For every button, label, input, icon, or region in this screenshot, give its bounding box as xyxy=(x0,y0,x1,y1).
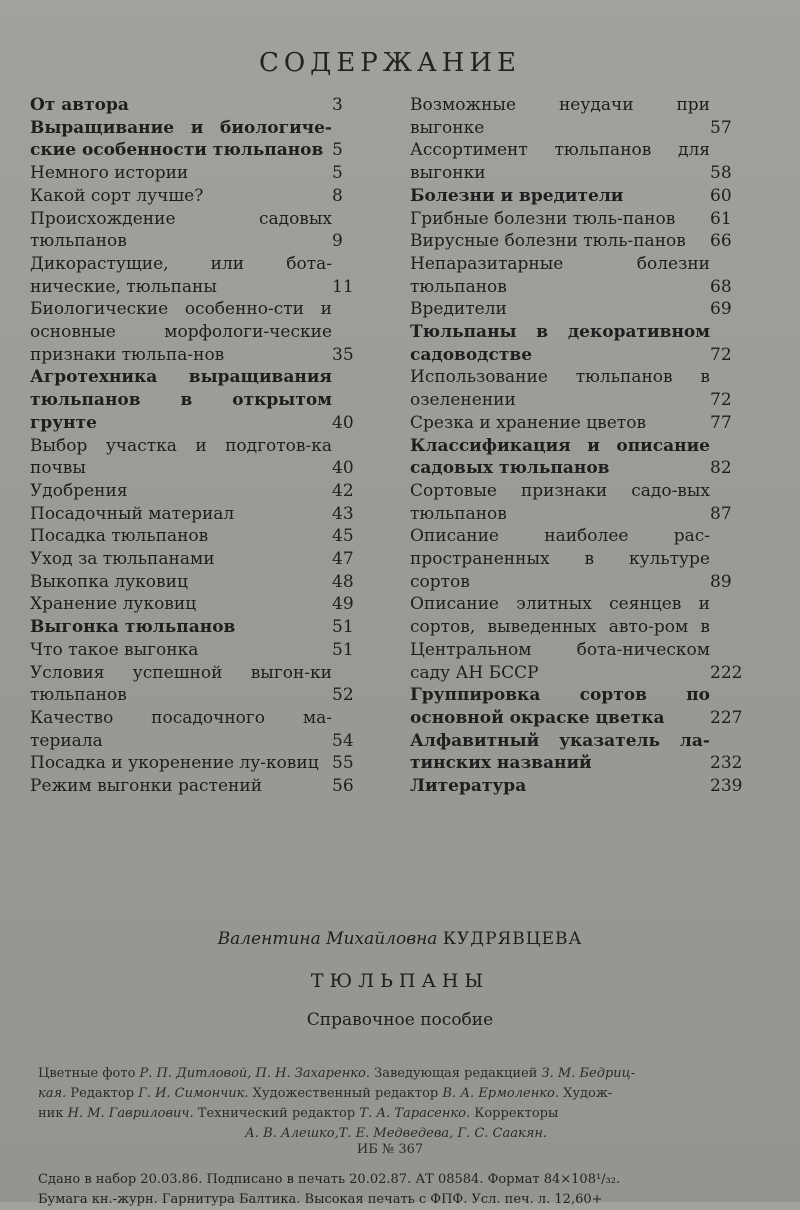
toc-entry xyxy=(410,775,750,798)
toc-entry-title: Тюльпаны в декоративном садоводстве xyxy=(410,322,710,365)
credits-line: А. В. Алешко,Т. Е. Медведева, Г. С. Саакян. xyxy=(244,1126,548,1141)
toc-entry-page: 11 xyxy=(332,276,354,297)
toc-entry-title: Какой сорт лучше? xyxy=(30,185,204,206)
author-name xyxy=(0,929,800,949)
toc-entry xyxy=(410,230,750,253)
toc-entry-page: 82 xyxy=(710,458,732,479)
toc-entry xyxy=(30,639,372,662)
toc-entry-title: Болезни и вредители xyxy=(410,185,624,206)
toc-entry-title: Агротехника выращивания тюльпанов в открытом грунте xyxy=(30,367,332,433)
ib-number: ИБ № 367 xyxy=(356,1142,424,1157)
toc-entry xyxy=(410,412,750,435)
toc-entry-title: Вредители xyxy=(410,299,507,320)
toc-entry xyxy=(410,298,750,321)
toc-entry-title: Посадка тюльпанов xyxy=(30,526,209,547)
toc-entry-title: Биологические особенно-сти и основные морфологи-ческие признаки тюльпа-нов xyxy=(30,299,332,365)
toc-entry xyxy=(410,435,750,480)
toc-entry-page: 51 xyxy=(332,639,354,660)
toc-entry xyxy=(30,616,372,639)
imprint xyxy=(38,1170,778,1210)
toc-entry-title: Срезка и хранение цветов xyxy=(410,412,647,433)
toc-entry-title: Хранение луковиц xyxy=(30,594,197,615)
toc-entry-title: Литература xyxy=(410,776,527,797)
toc-entry-title: Выбор участка и подготов-ка почвы xyxy=(30,435,332,479)
page-title: СОДЕРЖАНИЕ xyxy=(258,48,522,78)
toc-entry xyxy=(30,548,372,571)
toc-entry xyxy=(30,366,372,434)
toc-entry-title: Удобрения xyxy=(30,480,128,501)
toc-entry-page: 87 xyxy=(710,503,732,524)
toc-entry-page: 51 xyxy=(332,617,354,638)
toc-entry xyxy=(410,185,750,208)
toc-entry-title: Что такое выгонка xyxy=(30,639,199,660)
toc-entry-title: Режим выгонки растений xyxy=(30,776,263,797)
toc-entry-page: 72 xyxy=(710,390,732,411)
toc-entry xyxy=(410,525,750,593)
toc-entry-page: 72 xyxy=(710,344,732,365)
toc-entry xyxy=(30,185,372,208)
toc-entry-page: 68 xyxy=(710,276,732,297)
toc-entry-title: Условия успешной выгон-ки тюльпанов xyxy=(30,662,332,706)
toc-entry xyxy=(410,94,750,139)
toc-entry-title: Возможные неудачи при выгонке xyxy=(410,95,710,138)
toc-entry xyxy=(30,775,372,798)
toc-entry-title: Непаразитарные болезни тюльпанов xyxy=(410,253,710,297)
toc-entry-page: 227 xyxy=(710,707,743,728)
toc-entry-title: Выкопка луковиц xyxy=(30,571,188,592)
toc-entry-page: 222 xyxy=(710,662,743,683)
toc-entry-title: Ассортимент тюльпанов для выгонки xyxy=(410,140,710,184)
toc-entry xyxy=(30,208,372,253)
toc-entry-title: Сортовые признаки садо-вых тюльпанов xyxy=(410,480,710,524)
book-title: ТЮЛЬПАНЫ xyxy=(310,970,490,992)
toc-entry xyxy=(30,253,372,298)
toc-entry xyxy=(30,571,372,594)
toc-entry xyxy=(30,593,372,616)
toc-entry xyxy=(30,298,372,366)
toc-entry-page: 69 xyxy=(710,299,732,320)
toc-entry-page: 42 xyxy=(332,480,354,501)
toc-entry-page: 5 xyxy=(332,163,343,184)
toc-entry-page: 57 xyxy=(710,117,732,138)
toc-entry-page: 9 xyxy=(332,231,343,252)
toc-entry xyxy=(410,480,750,525)
credits-line: ник Н. М. Гаврилович. Технический редактор Т. А. Тарасенко. Корректоры xyxy=(38,1106,559,1121)
toc-entry-page: 77 xyxy=(710,412,732,433)
author-surname: КУДРЯВЦЕВА xyxy=(442,929,583,949)
toc-entry xyxy=(30,525,372,548)
toc-entry-title: Вирусные болезни тюль-панов xyxy=(410,231,686,252)
toc-entry xyxy=(30,162,372,185)
toc-entry-title: Группировка сортов по основной окраске цветка xyxy=(410,685,710,728)
toc-entry-page: 40 xyxy=(332,412,354,433)
toc-entry xyxy=(410,684,750,729)
toc-entry xyxy=(30,707,372,752)
toc-entry-page: 49 xyxy=(332,594,354,615)
toc-entry-page: 239 xyxy=(710,776,743,797)
toc-entry-page: 60 xyxy=(710,185,732,206)
toc-entry-title: Использование тюльпанов в озеленении xyxy=(410,367,710,411)
toc-entry-page: 40 xyxy=(332,458,354,479)
toc-entry xyxy=(410,139,750,184)
toc-entry-title: Посадка и укоренение лу-ковиц xyxy=(30,753,319,774)
toc-entry-page: 35 xyxy=(332,344,354,365)
toc-entry-title: Алфавитный указатель ла-тинских названий xyxy=(410,730,710,774)
toc-entry xyxy=(410,321,750,366)
toc-entry-page: 8 xyxy=(332,185,343,206)
imprint-line: Бумага кн.-журн. Гарнитура Балтика. Высокая печать с ФПФ. Усл. печ. л. 12,60+ xyxy=(38,1192,603,1207)
toc-entry xyxy=(410,366,750,411)
toc-entry-title: Выгонка тюльпанов xyxy=(30,617,236,638)
toc-entry-page: 5 xyxy=(332,140,343,161)
toc-entry xyxy=(30,117,372,162)
toc-entry-page: 232 xyxy=(710,753,743,774)
toc-entry xyxy=(30,503,372,526)
toc-entry-title: Выращивание и биологиче-ские особенности тюльпанов xyxy=(30,117,332,161)
toc-left-column xyxy=(30,94,372,798)
toc-entry-title: Посадочный материал xyxy=(30,503,235,524)
toc-entry-page: 52 xyxy=(332,685,354,706)
toc-entry-title: Немного истории xyxy=(30,163,189,184)
toc-entry-page: 56 xyxy=(332,776,354,797)
book-subtitle: Справочное пособие xyxy=(306,1010,494,1030)
credits-line: кая. Редактор Г. И. Симончик. Художественный редактор В. А. Ермоленко. Худож- xyxy=(38,1086,613,1101)
imprint-line: Сдано в набор 20.03.86. Подписано в печать 20.02.87. АТ 08584. Формат 84×108¹/₃₂. xyxy=(38,1172,621,1187)
toc-entry-title: Описание элитных сеянцев и сортов, выведенных авто-ром в Центральном бота-ническом саду АН БССР xyxy=(410,594,710,683)
toc-entry-page: 47 xyxy=(332,549,354,570)
toc-entry-page: 61 xyxy=(710,208,732,229)
toc-entry-page: 45 xyxy=(332,526,354,547)
toc-entry xyxy=(30,752,372,775)
author-given-names: Валентина Михайловна xyxy=(217,929,438,949)
toc-entry-title: Классификация и описание садовых тюльпанов xyxy=(410,435,710,479)
toc-entry-title: Дикорастущие, или бота-нические, тюльпаны xyxy=(30,253,332,297)
toc-entry-title: Уход за тюльпанами xyxy=(30,549,215,570)
toc-right-column xyxy=(410,94,750,798)
toc-entry-title: От автора xyxy=(30,95,129,115)
toc-entry-page: 55 xyxy=(332,753,354,774)
credits-line: Цветные фото Р. П. Дитловой, П. Н. Захаренко. Заведующая редакцией З. М. Бедриц- xyxy=(38,1066,636,1081)
credits-block xyxy=(38,1064,754,1144)
toc-entry-title: Качество посадочного ма-териала xyxy=(30,707,332,751)
toc-entry-page: 89 xyxy=(710,571,732,592)
toc-entry xyxy=(30,662,372,707)
toc-entry-page: 43 xyxy=(332,503,354,524)
toc-entry-title: Происхождение садовых тюльпанов xyxy=(30,208,332,252)
toc-entry-page: 54 xyxy=(332,730,354,751)
toc-entry-page: 48 xyxy=(332,571,354,592)
toc-entry xyxy=(30,435,372,480)
toc-entry-page: 58 xyxy=(710,163,732,184)
toc-entry xyxy=(410,253,750,298)
toc-entry xyxy=(410,730,750,775)
toc-entry xyxy=(410,208,750,231)
toc-entry xyxy=(410,593,750,684)
toc-entry xyxy=(30,94,372,117)
toc-entry-title: Описание наиболее рас-пространенных в культуре сортов xyxy=(410,526,710,592)
toc-entry-page: 3 xyxy=(332,95,343,115)
toc-entry xyxy=(30,480,372,503)
toc-entry-page: 66 xyxy=(710,231,732,252)
toc-entry-title: Грибные болезни тюль-панов xyxy=(410,208,676,229)
